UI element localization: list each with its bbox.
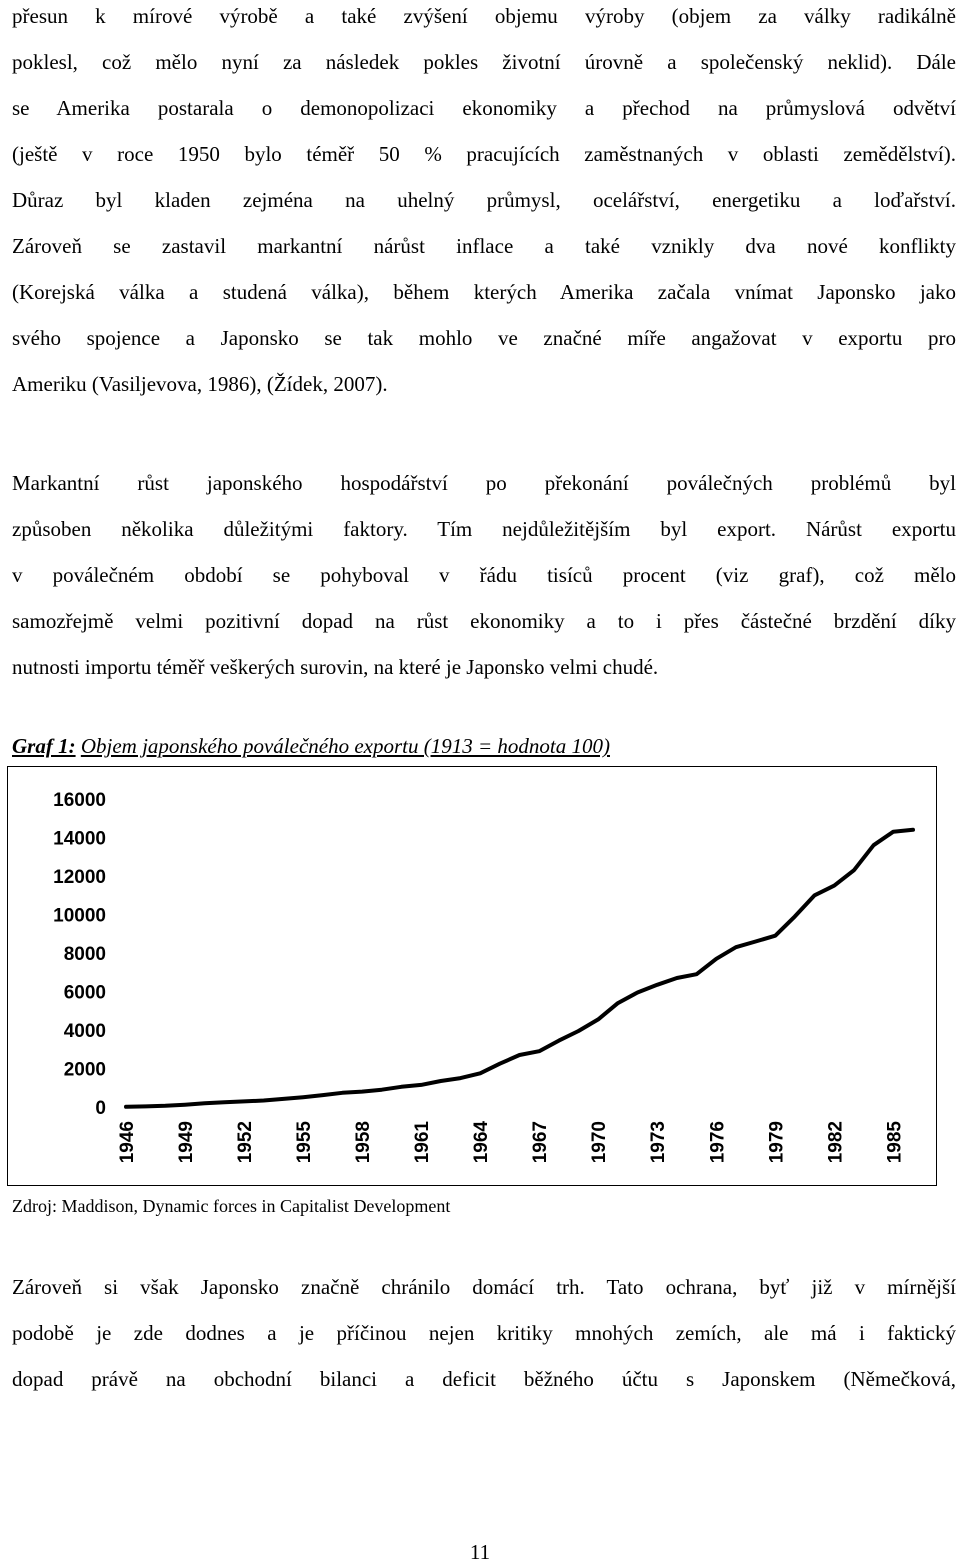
x-tick-label: 1964: [471, 1121, 493, 1164]
x-tick-label: 1973: [648, 1121, 670, 1164]
x-tick-label: 1961: [412, 1121, 434, 1164]
figure-caption: [12, 726, 610, 766]
text-line: způsoben několika důležitými faktory. Tím nejdůležitějším byl export. Nárůst exportu: [12, 517, 956, 541]
text-line: (Korejská válka a studená válka), během kterých Amerika začala vnímat Japonsko jako: [12, 280, 956, 304]
y-tick-label: 4000: [63, 1021, 106, 1042]
text-line: samozřejmě velmi pozitivní dopad na růst ekonomiky a to i přes částečné brzdění díky: [12, 609, 956, 633]
x-tick-label: 1979: [766, 1121, 788, 1164]
y-tick-label: 8000: [63, 944, 106, 965]
y-tick-label: 2000: [63, 1059, 106, 1081]
x-tick-label: 1955: [294, 1121, 316, 1164]
text-line: podobě je zde dodnes a je příčinou nejen kritiky mnohých zemích, ale má i faktický: [12, 1321, 956, 1345]
chart-frame: [7, 766, 937, 1186]
x-tick-label: 1946: [117, 1121, 138, 1164]
text-line: přesun k mírové výrobě a také zvýšení objemu výroby (objem za války radikálně: [12, 4, 956, 28]
export-chart: [8, 767, 935, 1184]
chart-source: Zdroj: Maddison, Dynamic forces in Capitalist Development: [12, 1196, 451, 1216]
y-tick-label: 16000: [53, 790, 106, 811]
text-line: poklesl, což mělo nyní za následek pokles životní úrovně a společenský neklid). Dále: [12, 50, 956, 74]
y-tick-label: 6000: [63, 982, 106, 1004]
paragraph-1: [12, 0, 956, 407]
text-line: Důraz byl kladen zejména na uhelný průmysl, ocelářství, energetiku a loďařství.: [12, 188, 956, 212]
text-line: Zároveň si však Japonsko značně chránilo domácí trh. Tato ochrana, byť již v mírnější: [12, 1275, 956, 1299]
x-tick-label: 1985: [884, 1121, 906, 1164]
x-tick-label: 1967: [530, 1121, 552, 1164]
y-tick-label: 0: [95, 1098, 106, 1119]
text-line: dopad právě na obchodní bilanci a deficit běžného účtu s Japonskem (Němečková,: [12, 1367, 956, 1391]
text-line: Zároveň se zastavil markantní nárůst inflace a také vznikly dva nové konflikty: [12, 234, 956, 258]
y-tick-label: 14000: [53, 828, 106, 850]
text-line: Ameriku (Vasiljevova, 1986), (Žídek, 2007).: [12, 372, 388, 396]
text-line: (ještě v roce 1950 bylo téměř 50 % pracujících zaměstnaných v oblasti zemědělství).: [12, 142, 956, 166]
text-line: svého spojence a Japonsko se tak mohlo ve značné míře angažovat v exportu pro: [12, 326, 956, 350]
text-line: se Amerika postarala o demonopolizaci ekonomiky a přechod na průmyslová odvětví: [12, 96, 956, 120]
x-tick-label: 1970: [589, 1121, 611, 1164]
x-tick-label: 1958: [353, 1121, 375, 1164]
x-tick-label: 1982: [825, 1121, 847, 1164]
x-tick-label: 1976: [707, 1121, 729, 1164]
y-tick-label: 10000: [53, 905, 106, 927]
text-line: nutnosti importu téměř veškerých surovin, na které je Japonsko velmi chudé.: [12, 655, 659, 679]
export-series-line: [126, 830, 913, 1107]
text-line: Markantní růst japonského hospodářství po překonání poválečných problémů byl: [12, 471, 956, 495]
x-tick-label: 1949: [176, 1121, 198, 1164]
x-tick-label: 1952: [235, 1121, 257, 1164]
caption-text: Objem japonského poválečného exportu (1913 = hodnota 100): [80, 734, 610, 758]
paragraph-3: [12, 1264, 956, 1402]
caption-label: Graf 1:: [12, 734, 76, 758]
paragraph-2: [12, 460, 956, 690]
y-tick-label: 12000: [53, 867, 106, 888]
text-line: v poválečném období se pohyboval v řádu tisíců procent (viz graf), což mělo: [12, 563, 956, 587]
page-number: 11: [469, 1540, 491, 1564]
